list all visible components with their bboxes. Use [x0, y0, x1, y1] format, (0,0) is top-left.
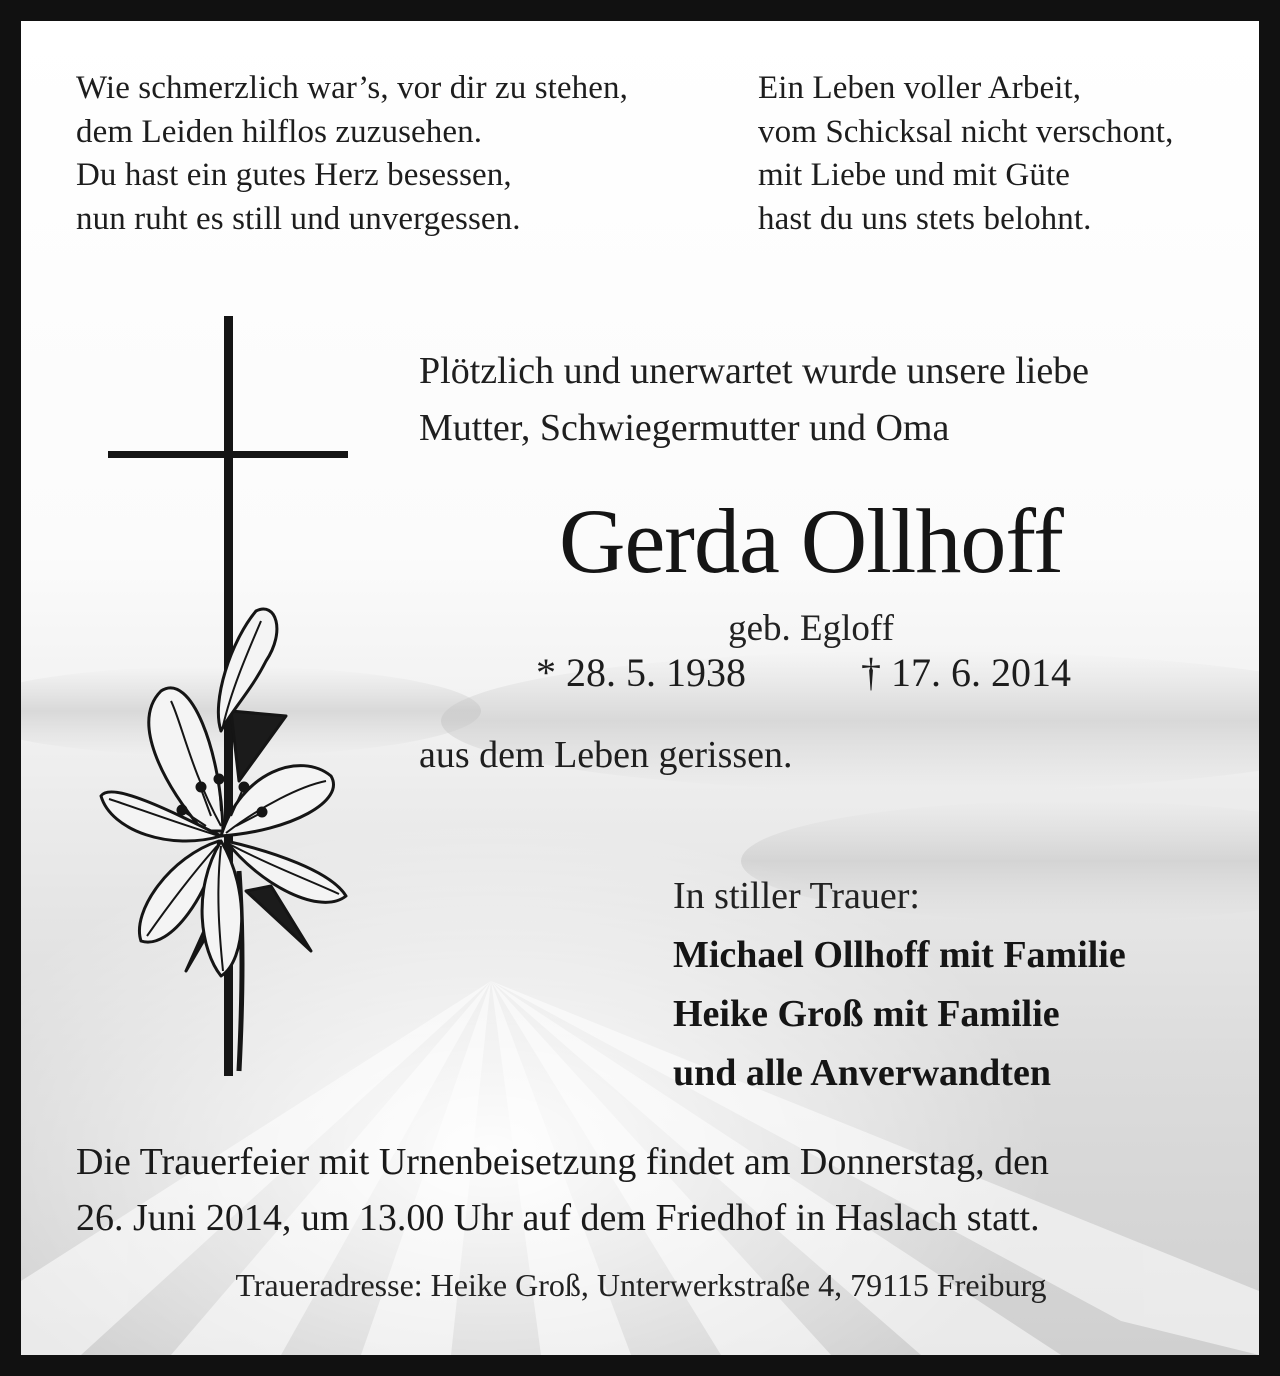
poem-left	[76, 67, 696, 241]
birth-date: * 28. 5. 1938	[536, 650, 746, 695]
intro-line: Mutter, Schwiegermutter und Oma	[419, 407, 950, 449]
poem-right	[758, 67, 1238, 241]
death-date: † 17. 6. 2014	[861, 650, 1071, 695]
lily-icon	[101, 609, 346, 1071]
ceremony-line: Die Trauerfeier mit Urnenbeisetzung findet am Donnerstag, den	[76, 1141, 1049, 1183]
mourners-block	[673, 867, 1233, 1103]
mourner-name: Heike Groß mit Familie	[673, 993, 1060, 1035]
poem-line: Ein Leben voller Arbeit,	[758, 70, 1082, 106]
mourning-address: Traueradresse: Heike Groß, Unterwerkstraße 4, 79115 Freiburg	[235, 1267, 1047, 1303]
deceased-name: Gerda Ollhoff	[559, 490, 1063, 592]
poem-line: hast du uns stets belohnt.	[758, 200, 1092, 237]
announcement-outro: aus dem Leben gerissen.	[419, 734, 793, 776]
mourner-name: Michael Ollhoff mit Familie	[673, 934, 1126, 976]
poem-line: mit Liebe und mit Güte	[758, 157, 1070, 193]
mourner-name: und alle Anverwandten	[673, 1052, 1051, 1094]
poem-line: nun ruht es still und unvergessen.	[76, 200, 521, 237]
poem-line: Du hast ein gutes Herz besessen,	[76, 157, 512, 193]
ceremony-details	[76, 1134, 1236, 1246]
poem-line: vom Schicksal nicht verschont,	[758, 113, 1174, 150]
poem-line: Wie schmerzlich war’s, vor dir zu stehen,	[76, 70, 628, 106]
maiden-name: geb. Egloff	[728, 608, 894, 649]
intro-line: Plötzlich und unerwartet wurde unsere liebe	[419, 350, 1090, 392]
poem-line: dem Leiden hilflos zuzusehen.	[76, 113, 483, 150]
obituary-notice	[21, 21, 1259, 1355]
mourning-heading: In stiller Trauer:	[673, 875, 920, 917]
cross-and-lily	[71, 311, 371, 1081]
ceremony-line: 26. Juni 2014, um 13.00 Uhr auf dem Friedhof in Haslach statt.	[76, 1197, 1040, 1239]
announcement-intro	[419, 343, 1239, 457]
